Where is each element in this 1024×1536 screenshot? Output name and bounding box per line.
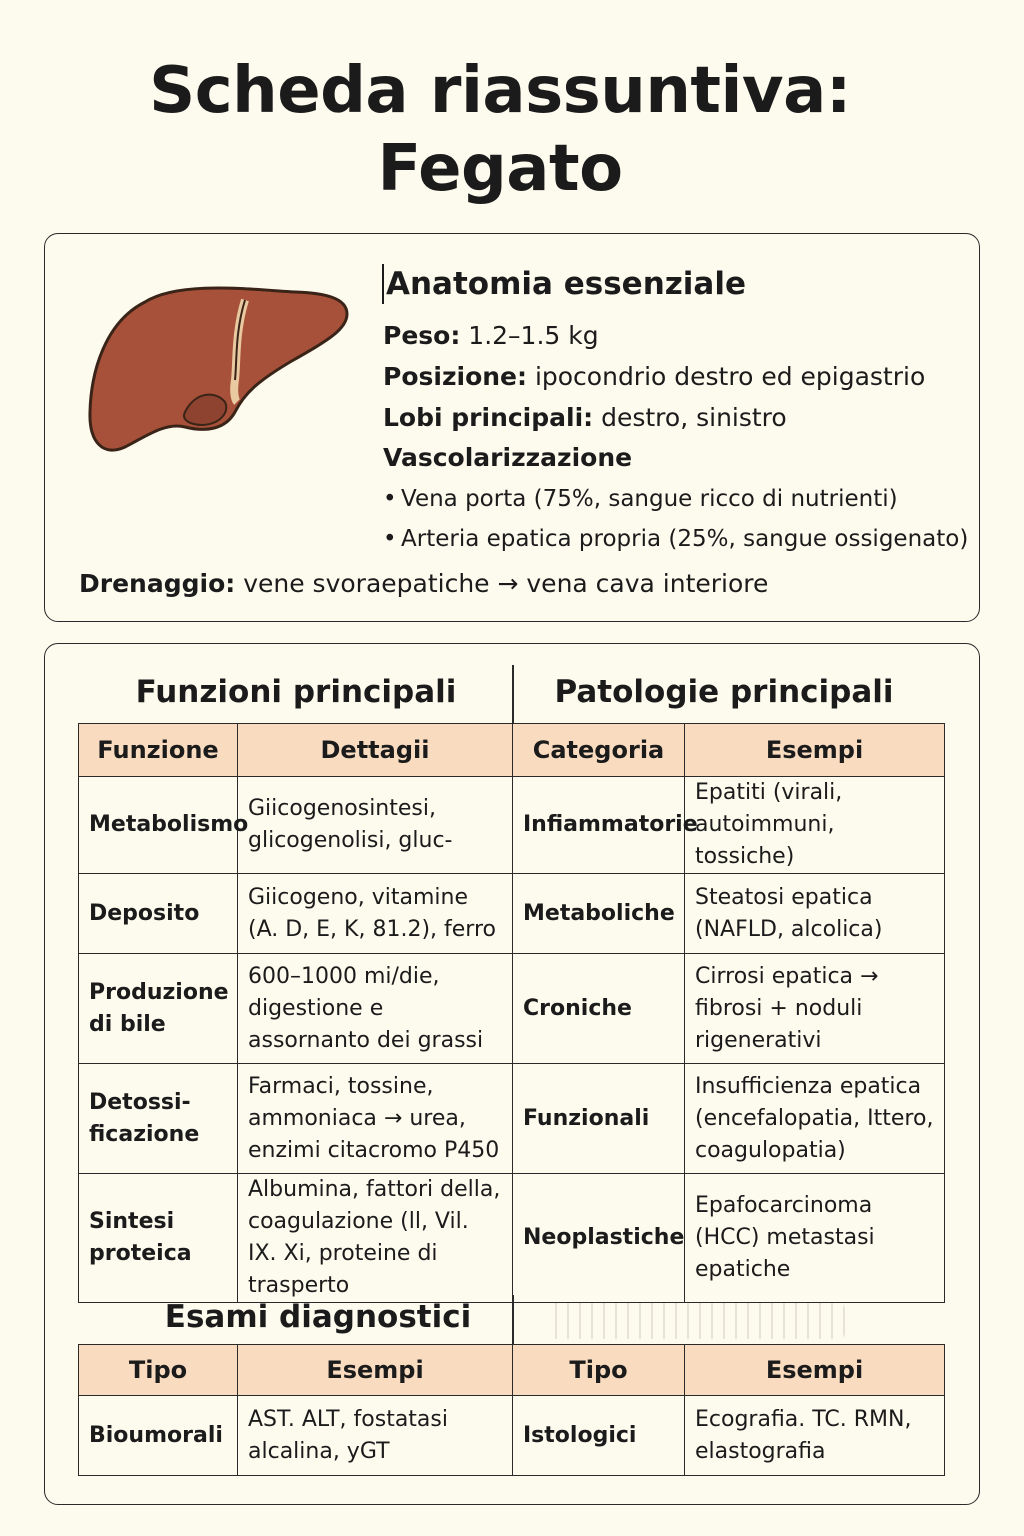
- section-divider: [512, 1295, 514, 1345]
- function-name: Produzione di bile: [79, 954, 238, 1064]
- col-header-examples: Esempi: [685, 724, 945, 777]
- page-title-line2: Fegato: [377, 132, 623, 206]
- col-header-type: Tipo: [79, 1345, 238, 1396]
- drain-value: vene svoraepatiche → vena cava interiore: [235, 569, 769, 598]
- pathology-examples: Insufficienza epatica (encefalopatia, Ittero, coagulopatia): [685, 1064, 945, 1174]
- pathology-category: Neoplastiche: [513, 1174, 685, 1303]
- anatomy-card: [44, 233, 980, 622]
- table-row: [79, 1064, 945, 1174]
- function-detail: Albumina, fattori della, coagulazione (ll, Vil. IX. Xi, proteine di trasperto: [238, 1174, 513, 1303]
- weight-line: [383, 320, 599, 352]
- pathology-category: Infiammatorie: [513, 777, 685, 874]
- page-title-line1: Scheda riassuntiva:: [149, 54, 851, 128]
- drain-line: [79, 568, 768, 600]
- table-header-row: [79, 1345, 945, 1396]
- functions-heading: Funzioni principali: [135, 674, 457, 710]
- pathology-examples: Epatiti (virali, autoimmuni, tossiche): [685, 777, 945, 874]
- liver-right-lobe: [90, 288, 347, 450]
- exam-examples: AST. ALT, fostatasi alcalina, yGT: [238, 1396, 513, 1476]
- table-row: [79, 1174, 945, 1303]
- page-title: [0, 52, 1000, 208]
- pathologies-heading: Patologie principali: [554, 674, 894, 710]
- exams-table: [78, 1344, 945, 1476]
- drain-label: Drenaggio:: [79, 569, 236, 598]
- lobes-line: [383, 402, 787, 434]
- pathology-category: Metaboliche: [513, 874, 685, 954]
- liver-illustration: [85, 262, 355, 462]
- function-name: Metabolismo: [79, 777, 238, 874]
- position-value: ipocondrio destro ed epigastrio: [527, 362, 926, 391]
- functions-pathologies-table: [78, 723, 945, 1303]
- table-row: [79, 777, 945, 874]
- table-row: [79, 874, 945, 954]
- weight-label: Peso:: [383, 321, 461, 350]
- function-detail: 600–1000 mi/die, digestione e assornanto dei grassi: [238, 954, 513, 1064]
- vascular-item: [383, 524, 968, 554]
- function-name: Sintesi proteica: [79, 1174, 238, 1303]
- col-header-details: Dettagii: [238, 724, 513, 777]
- function-name: Detossi-ficazione: [79, 1064, 238, 1174]
- table-row: [79, 954, 945, 1064]
- pathology-category: Funzionali: [513, 1064, 685, 1174]
- vascular-line: [383, 442, 632, 474]
- col-header-examples: Esempi: [238, 1345, 513, 1396]
- exam-type: Istologici: [513, 1396, 685, 1476]
- pathology-examples: Cirrosi epatica → fibrosi + noduli rigenerativi: [685, 954, 945, 1064]
- section-divider: [512, 665, 514, 725]
- vascular-item-text: Arteria epatica propria (25%, sangue ossigenato): [401, 526, 969, 552]
- pathology-examples: Steatosi epatica (NAFLD, alcolica): [685, 874, 945, 954]
- bullet-icon: •: [383, 526, 397, 552]
- position-label: Posizione:: [383, 362, 527, 391]
- col-header-examples: Esempi: [685, 1345, 945, 1396]
- exam-type: Bioumorali: [79, 1396, 238, 1476]
- pathology-examples: Epafocarcinoma (HCC) metastasi epatiche: [685, 1174, 945, 1303]
- pathology-category: Croniche: [513, 954, 685, 1064]
- function-detail: Giicogeno, vitamine (A. D, E, K, 81.2), ferro: [238, 874, 513, 954]
- table-row: [79, 1396, 945, 1476]
- col-header-category: Categoria: [513, 724, 685, 777]
- vascular-item-text: Vena porta (75%, sangue ricco di nutrienti): [401, 486, 898, 512]
- weight-value: 1.2–1.5 kg: [460, 321, 599, 350]
- col-header-function: Funzione: [79, 724, 238, 777]
- anatomy-heading: Anatomia essenziale: [382, 264, 746, 304]
- position-line: [383, 361, 925, 393]
- col-header-type: Tipo: [513, 1345, 685, 1396]
- function-detail: Giicogenosintesi, glicogenolisi, gluc-: [238, 777, 513, 874]
- lobes-label: Lobi principali:: [383, 403, 594, 432]
- blurred-heading-placeholder: [545, 1303, 845, 1339]
- bullet-icon: •: [383, 486, 397, 512]
- function-detail: Farmaci, tossine, ammoniaca → urea, enzimi citacromo P450: [238, 1064, 513, 1174]
- table-header-row: [79, 724, 945, 777]
- lobes-value: destro, sinistro: [593, 403, 787, 432]
- vascular-label: Vascolarizzazione: [383, 443, 633, 472]
- function-name: Deposito: [79, 874, 238, 954]
- exam-examples: Ecografia. TC. RMN, elastografia: [685, 1396, 945, 1476]
- vascular-item: [383, 484, 898, 514]
- exams-heading: Esami diagnostici: [164, 1299, 472, 1335]
